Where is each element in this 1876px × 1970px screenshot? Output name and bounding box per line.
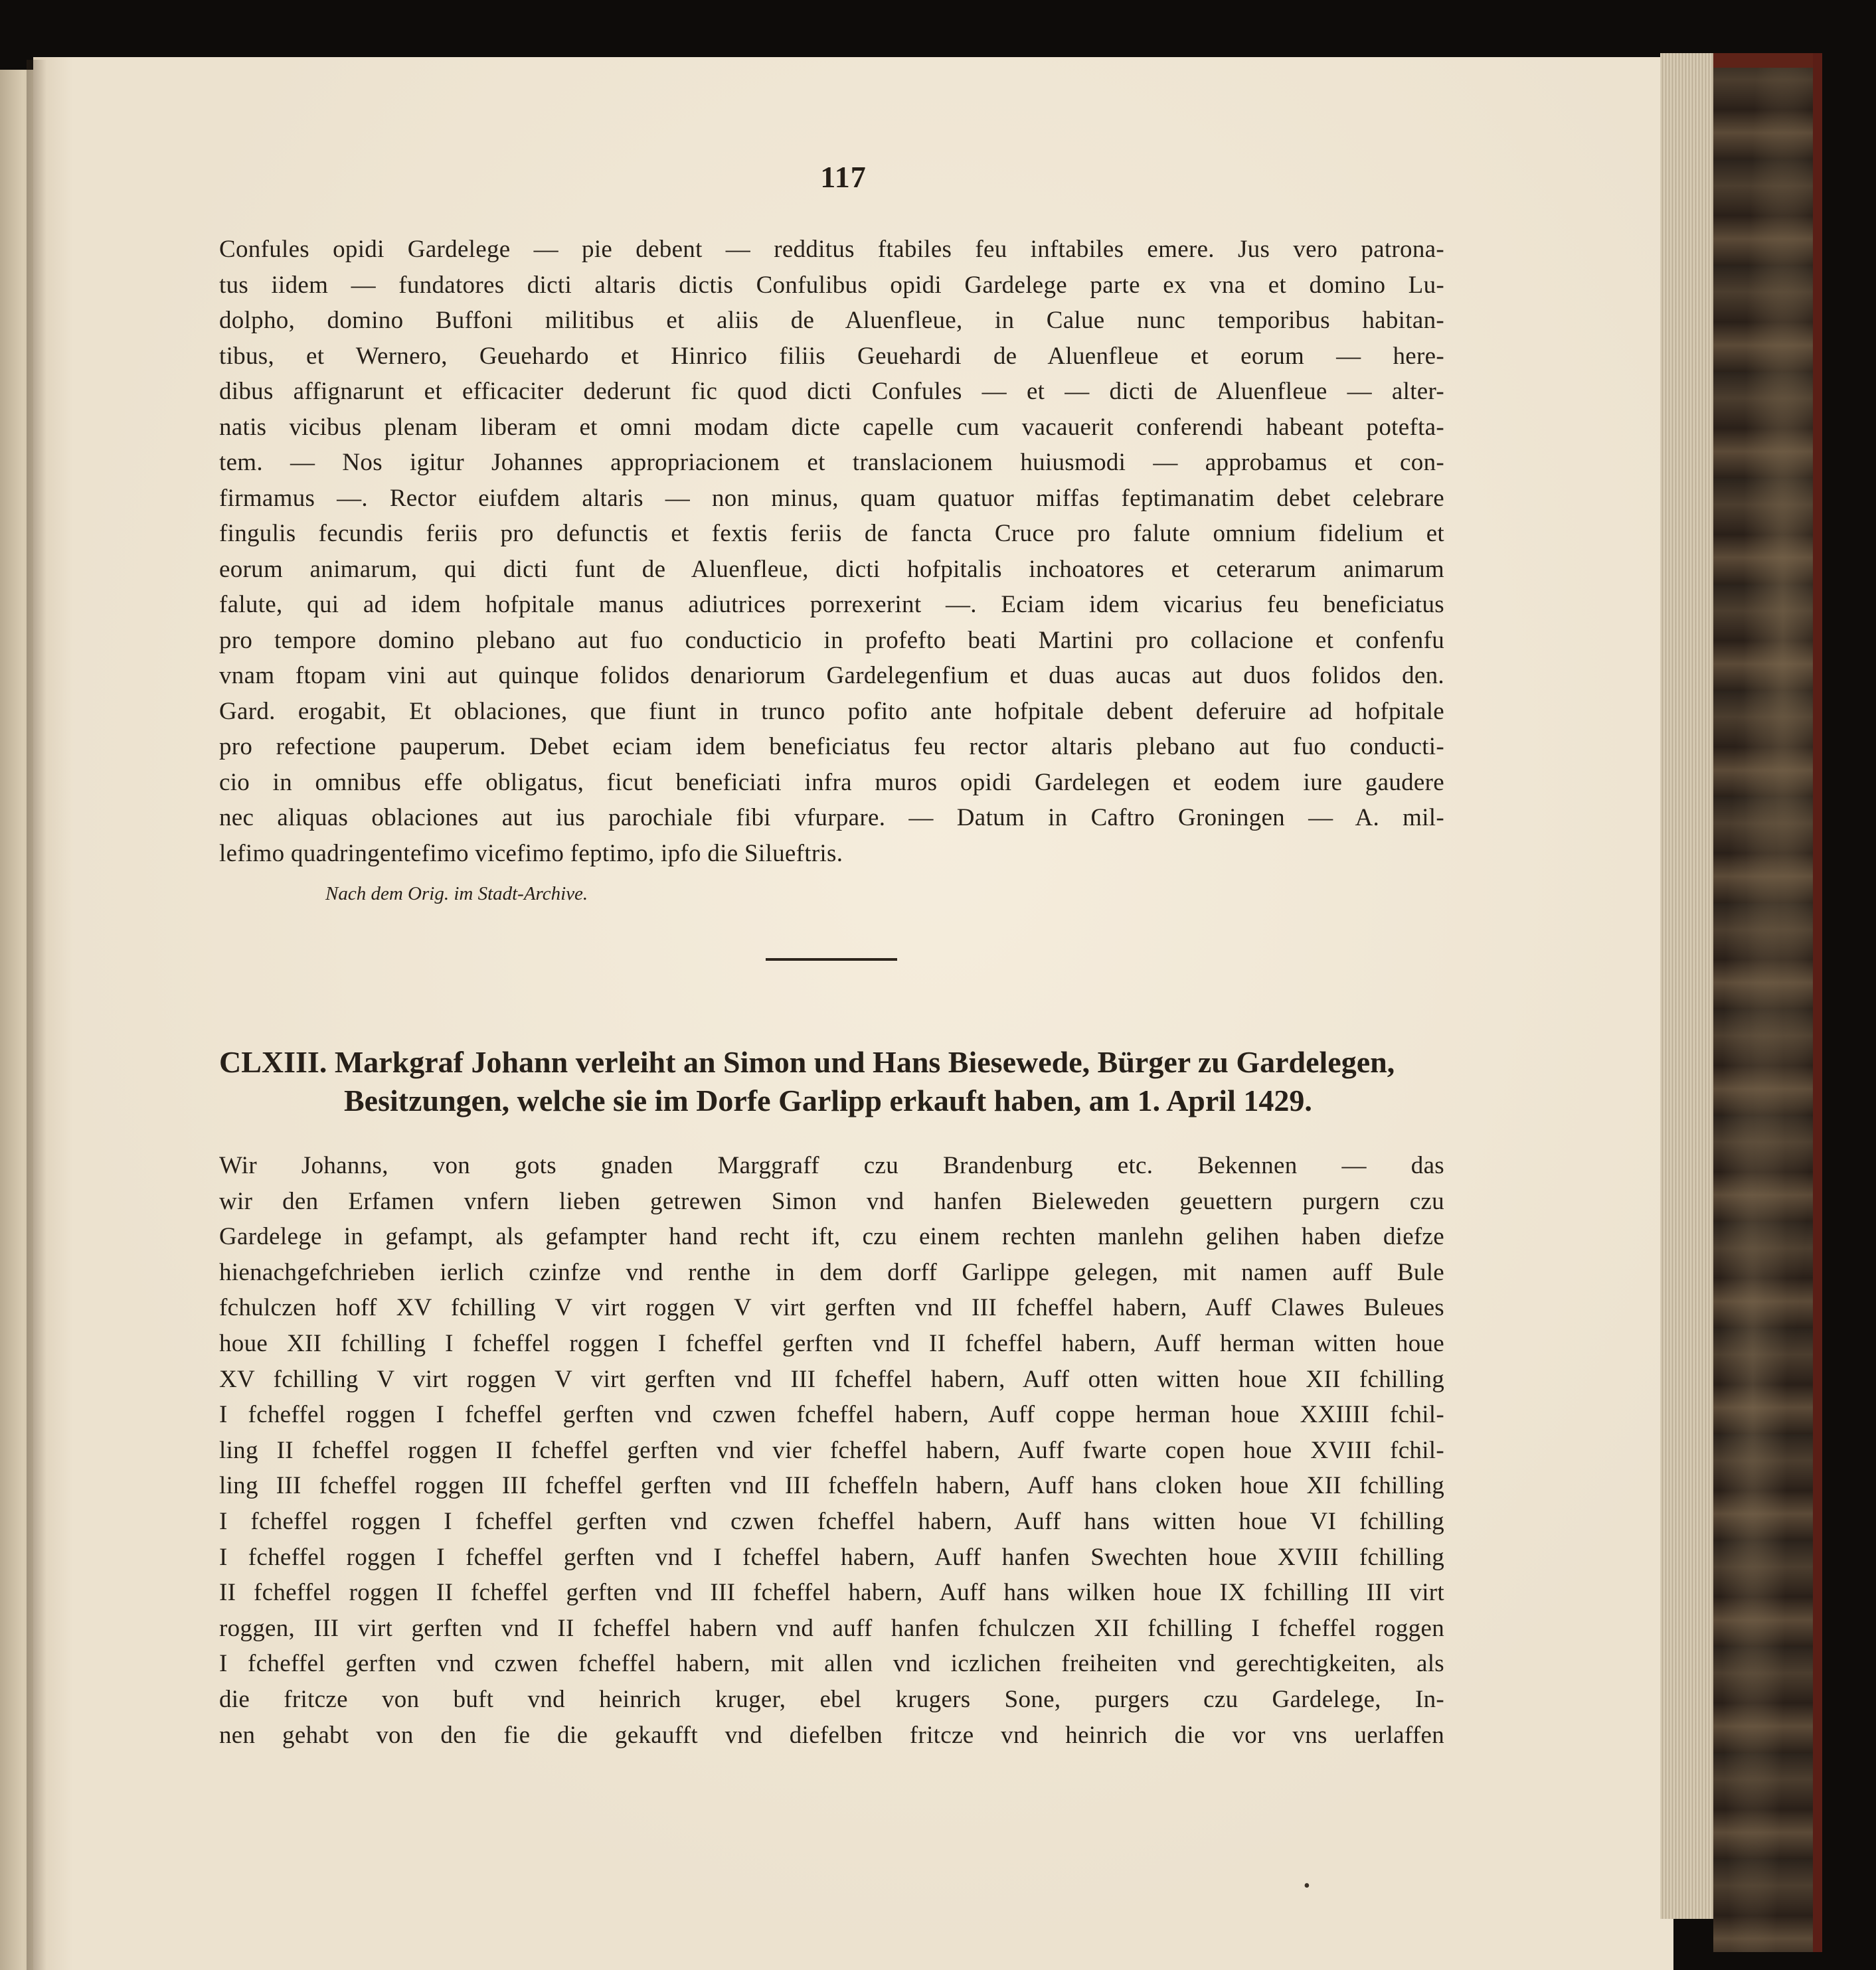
text-line: Wir Johanns, von gots gnaden Marggraff czu Brandenburg etc. Bekennen — das bbox=[219, 1152, 1444, 1179]
text-line: Gard. erogabit, Et oblaciones, que fiunt in trunco pofito ante hofpitale debent deferuire ad hofpitale bbox=[219, 697, 1444, 725]
page-edges bbox=[1660, 53, 1713, 1919]
text-line: pro refectione pauperum. Debet eciam idem beneficiatus feu rector altaris plebano aut fuo conducti- bbox=[219, 733, 1444, 760]
source-note: Nach dem Orig. im Stadt-Archive. bbox=[325, 883, 588, 904]
text-line: wir den Erfamen vnfern lieben getrewen Simon vnd hanfen Bieleweden geuettern purgern czu bbox=[219, 1187, 1444, 1215]
book-binding bbox=[1713, 53, 1822, 1952]
text-line: tem. — Nos igitur Johannes appropriacionem et translacionem huiusmodi — approbamus et con- bbox=[219, 449, 1444, 476]
text-line: eorum animarum, qui dicti funt de Aluenfleue, dicti hofpitalis inchoatores et ceterarum animarum bbox=[219, 555, 1444, 583]
section-divider bbox=[766, 958, 897, 961]
text-line: ling II fcheffel roggen II fcheffel gerften vnd vier fcheffel habern, Auff fwarte copen houe XVIII fchil- bbox=[219, 1436, 1444, 1464]
text-line: I fcheffel roggen I fcheffel gerften vnd czwen fcheffel habern, Auff coppe herman houe XXIIII fchil- bbox=[219, 1401, 1444, 1429]
text-line: I fcheffel gerften vnd czwen fcheffel habern, mit allen vnd iczlichen freiheiten vnd gerechtigkeiten, als bbox=[219, 1650, 1444, 1678]
text-line: fchulczen hoff XV fchilling V virt roggen V virt gerften vnd III fcheffel habern, Auff Clawes Buleues bbox=[219, 1294, 1444, 1322]
text-line: tibus, et Wernero, Geuehardo et Hinrico filiis Geuehardi de Aluenfleue et eorum — here- bbox=[219, 342, 1444, 370]
text-line: fingulis fecundis feriis pro defunctis et fextis feriis de fancta Cruce pro falute omnium fidelium et bbox=[219, 520, 1444, 547]
text-line: nec aliquas oblaciones aut ius parochiale fibi vfurpare. — Datum in Caftro Groningen — A. mil- bbox=[219, 804, 1444, 831]
text-line: ling III fcheffel roggen III fcheffel gerften vnd III fcheffeln habern, Auff hans cloken houe XII fchilling bbox=[219, 1472, 1444, 1500]
text-line: houe XII fchilling I fcheffel roggen I fcheffel gerften vnd II fcheffel habern, Auff herman witten houe bbox=[219, 1330, 1444, 1357]
page-gutter-shadow bbox=[27, 60, 46, 1970]
text-line: nen gehabt von den fie die gekaufft vnd diefelben fritcze vnd heinrich die vor vns uerlaffen bbox=[219, 1721, 1444, 1749]
text-line: Gardelege in gefampt, als gefampter hand recht ift, czu einem rechten manlehn gelihen haben diefze bbox=[219, 1223, 1444, 1251]
text-line: roggen, III virt gerften vnd II fcheffel habern vnd auff hanfen fchulczen XII fchilling I fcheffel roggen bbox=[219, 1614, 1444, 1642]
document-heading-line-2: Besitzungen, welche sie im Dorfe Garlipp erkauft haben, am 1. April 1429. bbox=[344, 1084, 1312, 1117]
text-line: natis vicibus plenam liberam et omni modam dicte capelle cum vacauerit conferendi habeant potefta- bbox=[219, 413, 1444, 441]
page-number: 117 bbox=[820, 160, 867, 194]
text-line: hienachgefchrieben ierlich czinfze vnd renthe in dem dorff Garlippe gelegen, mit namen auff Bule bbox=[219, 1258, 1444, 1286]
text-line: firmamus —. Rector eiufdem altaris — non minus, quam quatuor miffas feptimanatim debet celebrare bbox=[219, 484, 1444, 512]
text-line: vnam ftopam vini aut quinque folidos denariorum Gardelegenfium et duas aucas aut duos folidos den. bbox=[219, 662, 1444, 689]
text-line: XV fchilling V virt roggen V virt gerften vnd III fcheffel habern, Auff otten witten houe XII fchilling bbox=[219, 1365, 1444, 1393]
text-line: Confules opidi Gardelege — pie debent — redditus ftabiles feu inftabiles emere. Jus vero patrona- bbox=[219, 236, 1444, 263]
text-line: pro tempore domino plebano aut fuo conducticio in profefto beati Martini pro collacione et confenfu bbox=[219, 626, 1444, 654]
text-line: die fritcze von buft vnd heinrich kruger, ebel krugers Sone, purgers czu Gardelege, In- bbox=[219, 1686, 1444, 1713]
text-line: II fcheffel roggen II fcheffel gerften vnd III fcheffel habern, Auff hans wilken houe IX fchilling III virt bbox=[219, 1579, 1444, 1607]
text-line: dolpho, domino Buffoni militibus et aliis de Aluenfleue, in Calue nunc temporibus habitan- bbox=[219, 307, 1444, 334]
document-heading-line-1: CLXIII. Markgraf Johann verleiht an Simon und Hans Biesewede, Bürger zu Gardelegen, bbox=[219, 1045, 1395, 1079]
text-line: dibus affignarunt et efficaciter dederunt fic quod dicti Confules — et — dicti de Aluenfleue — alter- bbox=[219, 378, 1444, 405]
text-line: lefimo quadringentefimo vicefimo feptimo, ipfo die Silueftris. bbox=[219, 839, 843, 867]
text-line: I fcheffel roggen I fcheffel gerften vnd I fcheffel habern, Auff hanfen Swechten houe XVIII fchilling bbox=[219, 1543, 1444, 1571]
text-line: I fcheffel roggen I fcheffel gerften vnd czwen fcheffel habern, Auff hans witten houe VI fchilling bbox=[219, 1508, 1444, 1535]
cover-edge bbox=[1713, 53, 1813, 68]
text-line: tus iidem — fundatores dicti altaris dictis Confulibus opidi Gardelege parte ex vna et domino Lu- bbox=[219, 271, 1444, 299]
text-line: falute, qui ad idem hofpitale manus adiutrices porrexerint —. Eciam idem vicarius feu beneficiatus bbox=[219, 591, 1444, 618]
text-line: cio in omnibus effe obligatus, ficut beneficiati infra muros opidi Gardelegen et eodem iure gaudere bbox=[219, 768, 1444, 796]
signature-mark: • bbox=[1304, 1876, 1310, 1896]
